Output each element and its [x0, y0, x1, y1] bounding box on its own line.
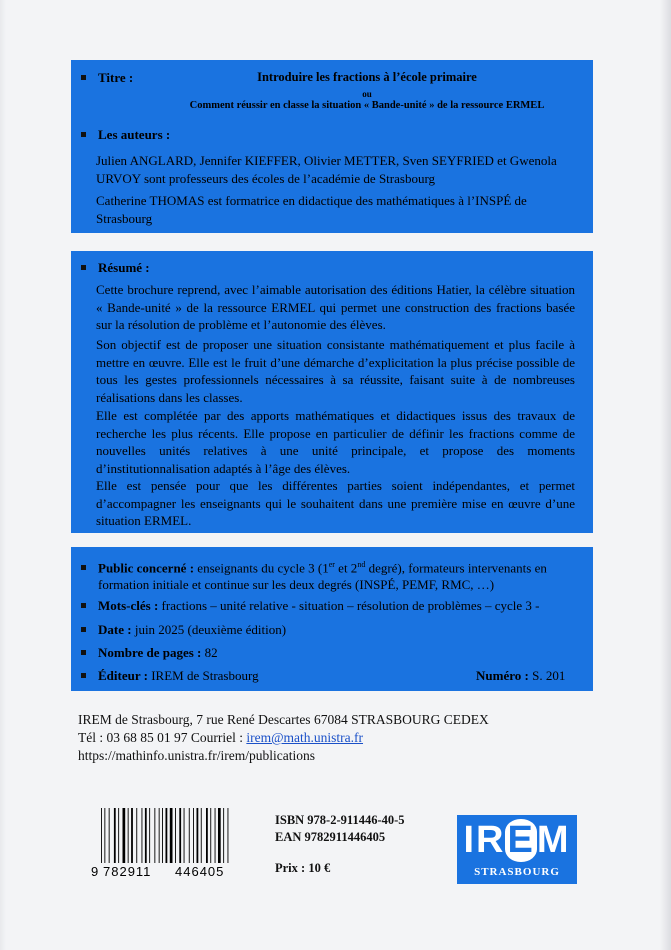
resume-heading: Résumé : [81, 260, 150, 276]
auteurs-paragraph-2: Catherine THOMAS est formatrice en didactique des mathématiques à l’INSPÉ de Strasbourg [96, 193, 527, 226]
barcode-bar [184, 808, 185, 863]
barcode-bar [114, 808, 116, 863]
bullet-icon [81, 627, 86, 632]
barcode-bar [210, 808, 211, 863]
isbn-number: ISBN 978-2-911446-40-5 [275, 813, 405, 827]
barcode-bar [189, 808, 190, 863]
barcode-digits-mid: 782911 [103, 864, 152, 878]
bullet-icon [81, 132, 86, 137]
auteurs-paragraph-1: Julien ANGLARD, Jennifer KIEFFER, Olivier METTER, Sven SEYFRIED et Gwenola URVOY sont professeurs des écoles de l’académie de Strasbourg [96, 153, 557, 186]
barcode-bar [201, 808, 202, 863]
barcode-bar [228, 808, 229, 863]
ean-number: EAN 9782911446405 [275, 830, 386, 844]
title-ou: ou [362, 89, 372, 99]
resume-box [71, 251, 593, 533]
bullet-icon [81, 565, 86, 570]
website-url: https://mathinfo.unistra.fr/irem/publications [78, 748, 315, 763]
barcode-digit-first: 9 [91, 864, 99, 878]
barcode-bar [215, 808, 216, 863]
nombre-de-pages: Nombre de pages : 82 [81, 644, 577, 661]
barcode-bar [170, 808, 173, 863]
barcode-bar [193, 808, 194, 863]
public-concerne: Public concerné : enseignants du cycle 3 (1er et 2nd degré), formateurs intervenants en formation initiale et continue sur les deux degrés (INSPÉ, PEMF, RMC, …) [81, 556, 577, 593]
barcode-bar [136, 808, 137, 863]
editeur: Éditeur : IREM de Strasbourg [81, 667, 577, 684]
ean-barcode [91, 808, 251, 878]
irem-logo [457, 815, 577, 884]
book-title: Introduire les fractions à l’école primaire [257, 70, 477, 84]
date: Date : juin 2025 (deuxième édition) [81, 621, 577, 638]
logo-subtitle: STRASBOURG [474, 866, 560, 878]
barcode-bar [145, 808, 147, 863]
barcode-bar [159, 808, 160, 863]
isbn-block [275, 812, 405, 846]
publisher-address [78, 711, 489, 765]
bullet-icon [81, 265, 86, 270]
bullet-icon [81, 603, 86, 608]
barcode-bar [104, 808, 105, 863]
email-link[interactable]: irem@math.unistra.fr [246, 730, 364, 745]
barcode-bar [162, 808, 163, 863]
barcode-bar [218, 808, 221, 863]
barcode-bar [149, 808, 150, 863]
resume-paragraph-3: Elle est complétée par des apports mathématiques et didactiques issus des travaux de recherche les plus récents. Elle propose en particulier de définir les fractions comme de nouvelles unités relatives à une unité principale, et propose des moments d’institutionnalisation adaptés à l’âge des élèves. [96, 408, 575, 476]
barcode-bar [179, 808, 181, 863]
info-box [71, 547, 593, 691]
barcode-bar [154, 808, 155, 863]
contact-line: Tél : 03 68 85 01 97 Courriel : irem@math.unistra.fr [78, 730, 364, 745]
resume-paragraph-2: Son objectif est de proposer une situation consistante mathématiquement et plus facile à mettre en œuvre. Elle est le fruit d’une démarche d’explicitation la plus précise possible de tous les gestes professionnels nécessaires à sa réussite, faisant suite à de nombreuses réalisations dans les classes. [96, 337, 575, 405]
barcode-bars [101, 808, 228, 863]
barcode-bar [223, 808, 224, 863]
bullet-icon [81, 75, 86, 80]
barcode-bar [118, 808, 119, 863]
barcode-bar [131, 808, 133, 863]
title-authors-box [71, 60, 593, 233]
logo-wordmark: IREM [463, 819, 571, 861]
bullet-icon [81, 673, 86, 678]
numero: Numéro : S. 201 [476, 668, 566, 683]
barcode-bar [206, 808, 208, 863]
barcode-bar [197, 808, 199, 863]
book-subtitle: Comment réussir en classe la situation « Bande-unité » de la ressource ERMEL [189, 100, 545, 111]
bullet-icon [81, 650, 86, 655]
barcode-bar [123, 808, 126, 863]
auteurs-heading: Les auteurs : [81, 127, 170, 143]
barcode-bar [101, 808, 102, 863]
barcode-bar [142, 808, 143, 863]
mots-cles: Mots-clés : fractions – unité relative - situation – résolution de problèmes – cycle 3 - [81, 597, 577, 614]
resume-paragraph-4: Elle est pensée pour que les différentes parties soient indépendantes, et permet d’accompagner les enseignants qui le souhaitent dans une première mise en œuvre d’une situation ERMEL. [96, 478, 575, 528]
barcode-bar [128, 808, 129, 863]
barcode-bar [166, 808, 168, 863]
price: Prix : 10 € [275, 861, 331, 875]
barcode-digits-last: 446405 [175, 864, 225, 878]
barcode-bar [109, 808, 110, 863]
titre-heading: Titre : [81, 70, 133, 86]
address-line: IREM de Strasbourg, 7 rue René Descartes 67084 STRASBOURG CEDEX [78, 712, 489, 727]
resume-paragraph-1: Cette brochure reprend, avec l’aimable autorisation des éditions Hatier, la célèbre situation « Bande-unité » de la ressource ERMEL qui permet une construction des fractions basée sur la résolution de problème et l’autonomie des élèves. [96, 282, 575, 332]
barcode-bar [175, 808, 176, 863]
